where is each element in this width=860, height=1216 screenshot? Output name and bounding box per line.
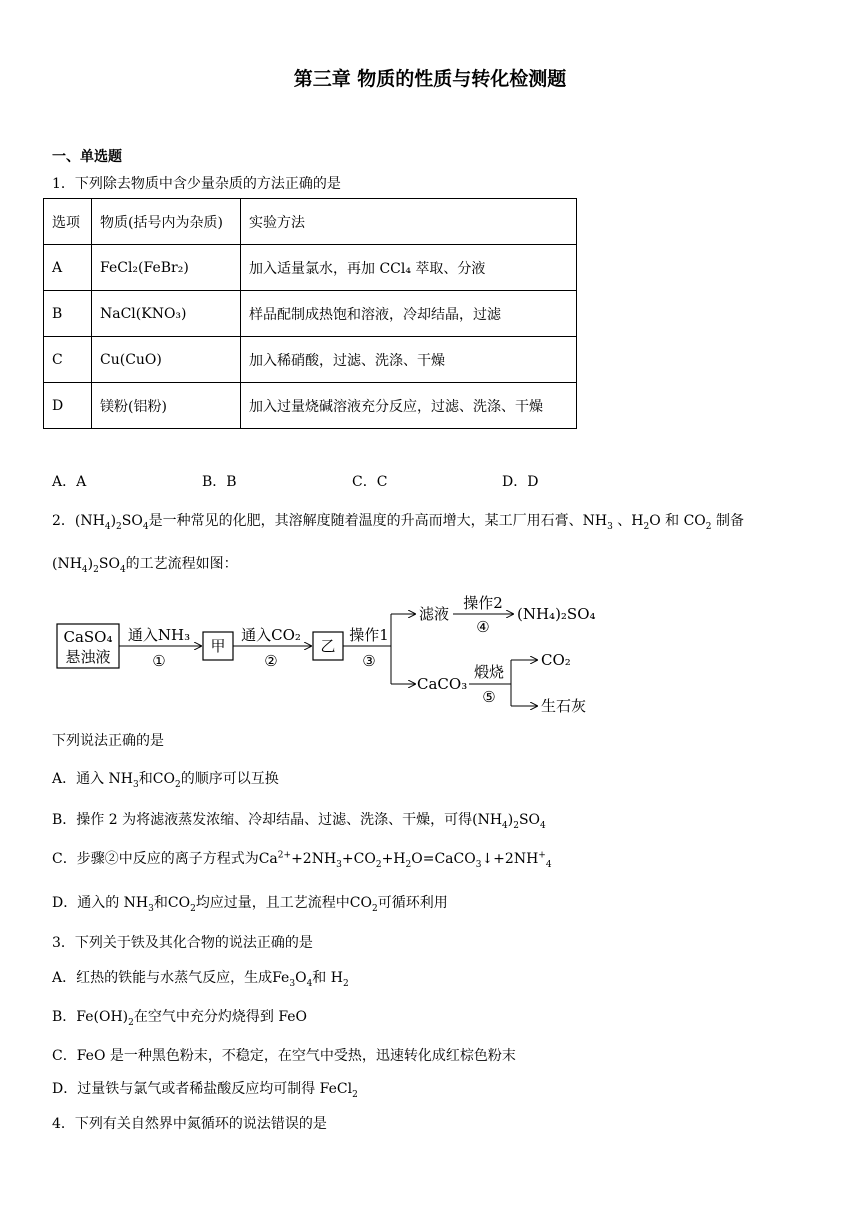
table-row — [44, 245, 577, 291]
table-cell: C — [44, 337, 92, 383]
table-row — [44, 383, 577, 429]
question-3-option-a: A．红热的铁能与水蒸气反应，生成$Fe_3O_4$和 $H_2$ — [52, 970, 349, 989]
flow-step-4: ④ — [476, 618, 490, 636]
question-3-option-b: B．$Fe(OH)_2$在空气中充分灼烧得到 FeO — [52, 1009, 308, 1028]
table-cell: NaCl(KNO₃) — [92, 291, 241, 337]
flow-label-filtrate: 滤液 — [419, 605, 450, 623]
table-header-cell: 选项 — [44, 199, 92, 245]
question-2-option-b: B．操作 2 为将滤液蒸发浓缩、冷却结晶、过滤、洗涤、干燥，可得$(NH_4)_2SO_4$ — [52, 812, 546, 831]
answer-option-c: C．C — [352, 474, 388, 490]
table-header-cell: 实验方法 — [241, 199, 577, 245]
table-cell: 镁粉(铝粉) — [92, 383, 241, 429]
answer-option-a: A．A — [52, 474, 87, 490]
flow-arrow-3-label: 操作1 — [349, 626, 389, 644]
flow-arrow-5-label: 煅烧 — [473, 663, 505, 681]
table-header-row — [44, 199, 577, 245]
question-4-stem: 4．下列有关自然界中氮循环的说法错误的是 — [52, 1116, 327, 1132]
question-3-option-c: C．FeO 是一种黑色粉末，不稳定，在空气中受热，迅速转化成红棕色粉末 — [52, 1048, 516, 1064]
question-2-option-a: A．通入 $NH_3$和$CO_2$的顺序可以互换 — [52, 771, 279, 790]
flow-arrow-1-label: 通入NH₃ — [127, 626, 191, 644]
table-cell: 加入适量氯水，再加 CCl₄ 萃取、分液 — [241, 245, 577, 291]
flow-step-5: ⑤ — [482, 688, 496, 706]
flow-step-2: ② — [264, 652, 278, 670]
table-cell: 样品配制成热饱和溶液，冷却结晶，过滤 — [241, 291, 577, 337]
answer-option-d: D．D — [502, 474, 539, 490]
table-cell: FeCl₂(FeBr₂) — [92, 245, 241, 291]
flow-label-jia: 甲 — [210, 637, 226, 655]
table-cell: A — [44, 245, 92, 291]
question-1-table — [43, 198, 577, 429]
table-header-cell: 物质(括号内为杂质) — [92, 199, 241, 245]
question-2-stem: 2．$(NH_4)_2SO_4$是一种常见的化肥，其溶解度随着温度的升高而增大，某工厂用石膏、$NH_3$ 、$H_2O$ 和 $CO_2$ 制备 — [52, 513, 744, 532]
question-2-prompt: 下列说法正确的是 — [52, 733, 164, 749]
flow-label-yi: 乙 — [320, 637, 336, 655]
process-flow-diagram — [55, 588, 615, 718]
question-2-stem-continued: $(NH_4)_2SO_4$的工艺流程如图： — [52, 556, 238, 575]
table-cell: 加入过量烧碱溶液充分反应，过滤、洗涤、干燥 — [241, 383, 577, 429]
table-cell: 加入稀硝酸，过滤、洗涤、干燥 — [241, 337, 577, 383]
question-2-option-c: C．步骤②中反应的离子方程式为$Ca^{2+}+2NH_3+CO_2+H_2O=CaCO_3↓+2NH^+_4$ — [52, 850, 552, 870]
table-cell: Cu(CuO) — [92, 337, 241, 383]
question-3-stem: 3．下列关于铁及其化合物的说法正确的是 — [52, 935, 313, 951]
table-cell: D — [44, 383, 92, 429]
flow-label-product: (NH₄)₂SO₄ — [517, 605, 596, 623]
answer-option-b: B．B — [202, 474, 237, 490]
flow-arrow-4-label: 操作2 — [463, 594, 503, 612]
flow-label-caco3: CaCO₃ — [417, 675, 468, 693]
page-title: 第三章 物质的性质与转化检测题 — [293, 68, 567, 90]
flow-label-lime: 生石灰 — [541, 697, 587, 715]
question-1-stem: 1．下列除去物质中含少量杂质的方法正确的是 — [52, 176, 341, 192]
flow-label-co2: CO₂ — [541, 651, 571, 669]
flow-arrow-2-label: 通入CO₂ — [241, 626, 301, 644]
question-2-option-d: D．通入的 $NH_3$和$CO_2$均应过量，且工艺流程中$CO_2$可循环利用 — [52, 895, 448, 914]
table-row — [44, 337, 577, 383]
flow-label-start1: CaSO₄ — [63, 628, 113, 646]
table-cell: B — [44, 291, 92, 337]
table-row — [44, 291, 577, 337]
flow-step-1: ① — [152, 652, 166, 670]
flow-step-3: ③ — [362, 652, 376, 670]
flow-label-start2: 悬浊液 — [65, 648, 111, 666]
question-3-option-d: D．过量铁与氯气或者稀盐酸反应均可制得 FeCl$_2$ — [52, 1081, 358, 1100]
section-heading: 一、单选题 — [52, 149, 122, 165]
